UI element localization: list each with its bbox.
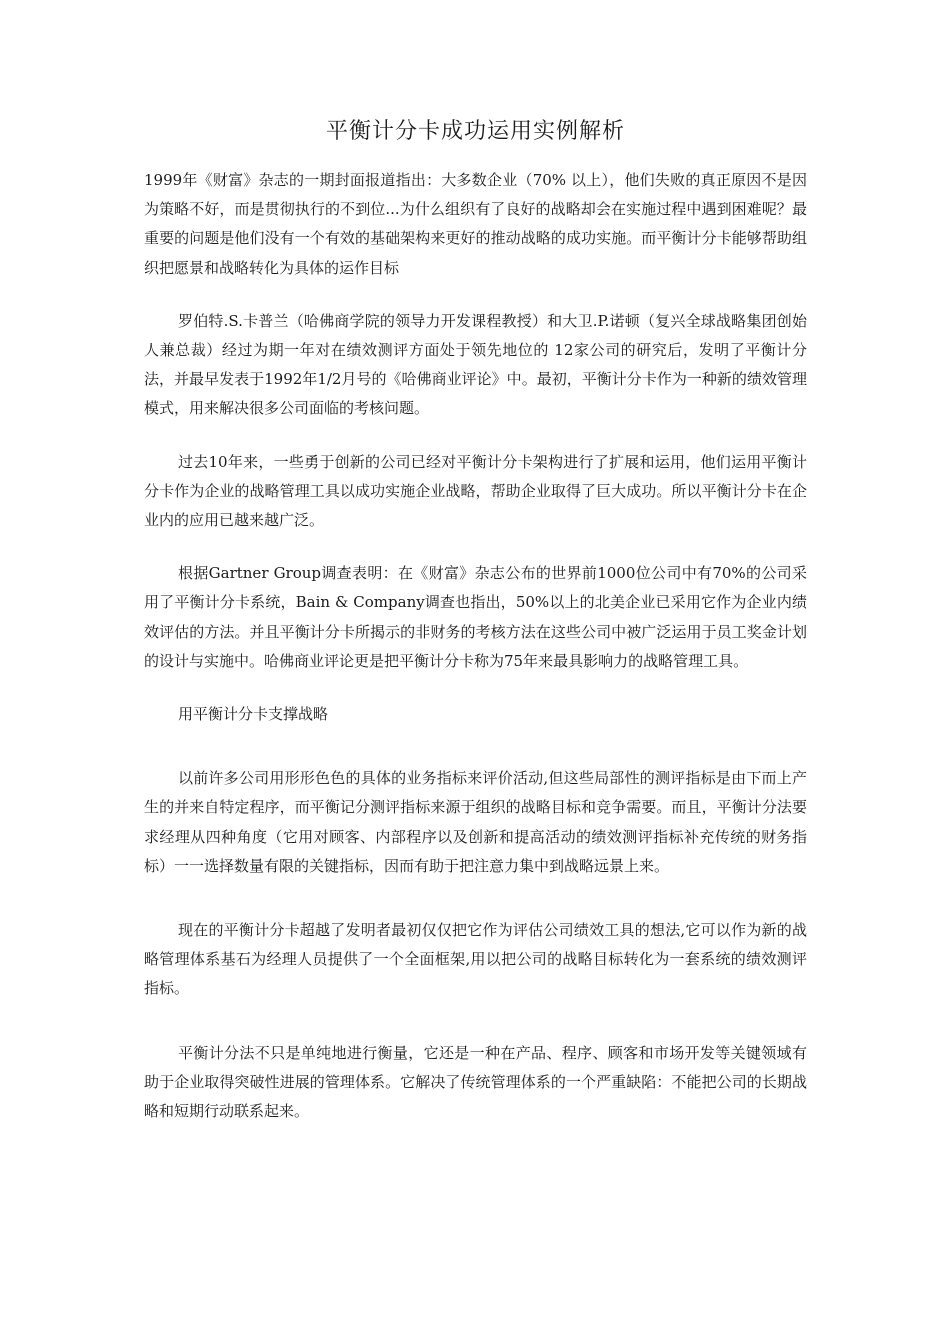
section-heading: 用平衡计分卡支撑战略: [178, 705, 329, 724]
paragraph-decade: 过去10年来，一些勇于创新的公司已经对平衡计分卡架构进行了扩展和运用，他们运用平衡计分卡作为企业的战略管理工具以成功实施企业战略，帮助企业取得了巨大成功。所以平衡计分卡在企业内的应用已越来越广泛。: [144, 452, 807, 530]
paragraph-spacer: [144, 1004, 807, 1039]
paragraph-intro: 1999年《财富》杂志的一期封面报道指出：大多数企业（70% 以上），他们失败的真正原因不是因为策略不好，而是贯彻执行的不到位...为什么组织有了良好的战略却会在实施过程中遇到困难呢？最重要的问题是他们没有一个有效的基础架构来更好的推动战略的成功实施。而平衡计分卡能够帮助组织把愿景和战略转化为具体的运作目标: [144, 171, 807, 277]
paragraph-spacer: [144, 676, 807, 700]
paragraph-framework: 现在的平衡计分卡超越了发明者最初仅仅把它作为评估公司绩效工具的想法,它可以作为新的战略管理体系基石为经理人员提供了一个全面框架,用以把公司的战略目标转化为一套系统的绩效测评指标。: [144, 921, 807, 998]
paragraph-spacer: [144, 535, 807, 559]
document-title: 平衡计分卡成功运用实例解析: [325, 119, 625, 144]
paragraph-spacer: [144, 729, 807, 764]
paragraph-spacer: [144, 283, 807, 307]
paragraph-spacer: [144, 881, 807, 916]
paragraph-survey: 根据Gartner Group调查表明：在《财富》杂志公布的世界前1000位公司中有70%的公司采用了平衡计分卡系统，Bain & Company调查也指出，50%以上的北美企业已采用它作为企业内绩效评估的方法。并且平衡计分卡所揭示的非财务的考核方法在这些公司中被广泛运用于员工奖金计划的设计与实施中。哈佛商业评论更是把平衡计分卡称为75年来最具影响力的战略管理工具。: [144, 564, 807, 670]
paragraph-inventors: 罗伯特.S.卡普兰（哈佛商学院的领导力开发课程教授）和大卫.P.诺顿（复兴全球战略集团创始人兼总裁）经过为期一年对在绩效测评方面处于领先地位的 12家公司的研究后，发明了平衡计分法，并最早发表于1992年1/2月号的《哈佛商业评论》中。最初，平衡计分卡作为一种新的绩效管理模式，用来解决很多公司面临的考核问题。: [144, 311, 807, 418]
paragraph-metrics: 以前许多公司用形形色色的具体的业务指标来评价活动,但这些局部性的测评指标是由下而上产生的并来自特定程序，而平衡记分测评指标来源于组织的战略目标和竞争需要。而且，平衡计分法要求经理从四种角度（它用对顾客、内部程序以及创新和提高活动的绩效测评指标补充传统的财务指标）一一选择数量有限的关键指标，因而有助于把注意力集中到战略远景上来。: [144, 769, 807, 875]
paragraph-management-system: 平衡计分法不只是单纯地进行衡量，它还是一种在产品、程序、顾客和市场开发等关键领域有助于企业取得突破性进展的管理体系。它解决了传统管理体系的一个严重缺陷：不能把公司的长期战略和短期行动联系起来。: [144, 1043, 807, 1121]
document-page: [144, 116, 807, 1126]
paragraph-spacer: [144, 424, 807, 448]
